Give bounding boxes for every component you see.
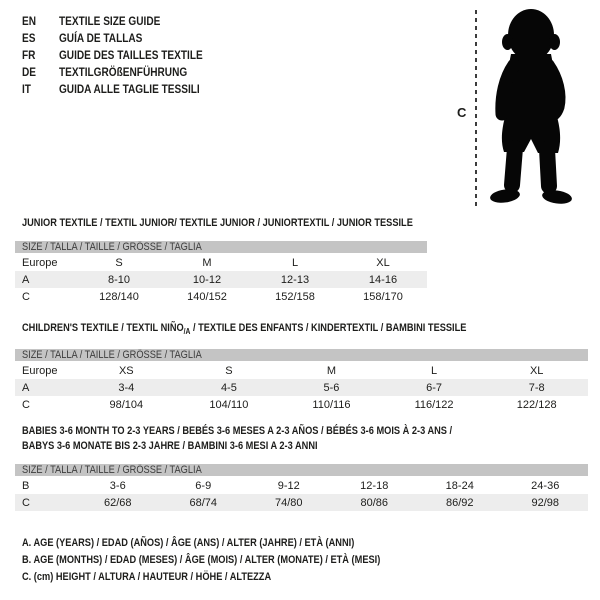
value-cell: S — [225, 365, 233, 378]
value-cell: 158/170 — [363, 290, 403, 303]
section-title-line — [22, 216, 508, 231]
language-code: ES — [22, 31, 36, 45]
value-cell: 10-12 — [192, 273, 222, 286]
value-cell: 18-24 — [445, 480, 474, 492]
table-row — [15, 362, 588, 379]
section-junior-textile — [0, 216, 600, 305]
value-cell: 5-6 — [323, 381, 340, 394]
language-row-es — [22, 30, 203, 47]
table-row — [15, 254, 427, 271]
babies-size-table — [15, 464, 588, 511]
language-code: EN — [22, 14, 37, 28]
row-label-cell: B — [22, 480, 30, 492]
value-cell: 104/110 — [209, 398, 249, 411]
footnote: A. AGE (YEARS) / EDAD (AÑOS) / ÂGE (ANS) / ALTER (JAHRE) / ETÀ (ANNI) — [22, 537, 355, 549]
value-cell: XS — [118, 365, 134, 378]
table-header-cell — [15, 464, 588, 477]
language-row-it — [22, 81, 203, 98]
language-label: GUÍA DE TALLAS — [58, 31, 143, 45]
section-title-junior — [22, 216, 600, 231]
value-cell: 8-10 — [107, 273, 131, 286]
language-label: TEXTILGRÖßENFÜHRUNG — [58, 65, 188, 79]
table-header-label: SIZE / TALLA / TAILLE / GRÖSSE / TAGLIA — [22, 464, 202, 476]
language-code: DE — [22, 65, 37, 79]
value-cell: 128/140 — [99, 290, 139, 303]
table-row — [15, 494, 588, 511]
table-row — [15, 379, 588, 396]
title-text: / TEXTILE DES ENFANTS / KINDERTEXTIL / BAMBINI TESSILE — [190, 322, 467, 334]
value-cell: 7-8 — [528, 381, 545, 394]
table-header-label: SIZE / TALLA / TAILLE / GRÖSSE / TAGLIA — [22, 349, 202, 362]
row-label-cell: A — [22, 381, 30, 394]
language-code: IT — [22, 82, 31, 96]
value-cell: 12-13 — [280, 273, 310, 286]
value-cell: L — [431, 365, 438, 378]
table-row — [15, 288, 427, 305]
value-cell: 122/128 — [516, 398, 557, 411]
footnote: B. AGE (MONTHS) / EDAD (MESES) / ÂGE (MOIS) / ALTER (MONATE) / ETÀ (MESI) — [22, 554, 381, 566]
value-cell: 92/98 — [531, 496, 560, 509]
row-label-cell: C — [22, 290, 30, 303]
baby-silhouette-icon — [485, 8, 577, 208]
value-cell: 62/68 — [103, 496, 132, 509]
table-header-row — [15, 349, 588, 362]
title-text: BABIES 3-6 MONTH TO 2-3 YEARS / BEBÉS 3-6 MESES A 2-3 AÑOS / BÉBÉS 3-6 MOIS À 2-3 ANS / — [22, 425, 453, 437]
value-cell: 3-6 — [109, 480, 126, 492]
value-cell: M — [202, 257, 212, 269]
table-header-label: SIZE / TALLA / TAILLE / GRÖSSE / TAGLIA — [22, 241, 202, 253]
footnote: C. (cm) HEIGHT / ALTURA / HAUTEUR / HÖHE / ALTEZZA — [22, 571, 272, 583]
children-size-table — [15, 349, 588, 413]
value-cell: S — [115, 257, 123, 269]
height-figure — [450, 5, 598, 215]
value-cell: 9-12 — [277, 480, 300, 492]
language-list — [22, 13, 237, 98]
value-cell: 86/92 — [445, 496, 474, 509]
value-cell: 24-36 — [531, 480, 560, 492]
height-measure-label: C — [457, 105, 467, 120]
value-cell: 12-18 — [360, 480, 389, 492]
height-measure-dashed-line — [475, 10, 477, 208]
value-cell: 110/116 — [312, 398, 351, 411]
section-babies-textile — [0, 424, 600, 511]
title-text: CHILDREN'S TEXTILE / TEXTIL NIÑO — [22, 322, 184, 334]
value-cell: 6-7 — [426, 381, 443, 394]
value-cell: 74/80 — [274, 496, 303, 509]
row-label-cell: Europe — [22, 365, 58, 378]
value-cell: 68/74 — [189, 496, 218, 509]
junior-size-table — [15, 241, 427, 305]
table-header-cell — [15, 349, 588, 362]
section-title-line — [22, 321, 508, 339]
value-cell: XL — [529, 365, 544, 378]
title-text: JUNIOR TEXTILE / TEXTIL JUNIOR/ TEXTILE JUNIOR / JUNIORTEXTIL / JUNIOR TESSILE — [22, 217, 413, 229]
title-text: BABYS 3-6 MONATE BIS 2-3 JAHRE / BAMBINI 3-6 MESI A 2-3 ANNI — [22, 440, 318, 452]
title-subscript: /A — [183, 327, 191, 337]
language-label: GUIDA ALLE TAGLIE TESSILI — [58, 82, 200, 96]
row-label-cell: A — [22, 273, 30, 286]
language-label: GUIDE DES TAILLES TEXTILE — [58, 48, 203, 62]
language-code: FR — [22, 48, 36, 62]
value-cell: XL — [376, 257, 390, 269]
section-title-babies — [22, 424, 600, 454]
value-cell: 14-16 — [368, 273, 398, 286]
section-childrens-textile — [0, 321, 600, 413]
table-header-row — [15, 241, 427, 254]
language-row-fr — [22, 47, 203, 64]
legend-footnotes — [22, 535, 449, 586]
language-label: TEXTILE SIZE GUIDE — [58, 14, 161, 28]
value-cell: 140/152 — [187, 290, 227, 303]
value-cell: L — [291, 257, 299, 269]
table-header-row — [15, 464, 588, 477]
value-cell: 116/122 — [414, 398, 454, 411]
table-row — [15, 477, 588, 494]
value-cell: 3-4 — [118, 381, 135, 394]
language-row-de — [22, 64, 203, 81]
row-label-cell: Europe — [22, 257, 58, 269]
value-cell: M — [326, 365, 337, 378]
row-label-cell: C — [22, 496, 30, 509]
table-row — [15, 396, 588, 413]
value-cell: 6-9 — [195, 480, 212, 492]
table-row — [15, 271, 427, 288]
value-cell: 4-5 — [220, 381, 237, 394]
language-row-en — [22, 13, 203, 30]
row-label-cell: C — [22, 398, 30, 411]
table-header-cell — [15, 241, 427, 254]
section-title-line — [22, 439, 508, 454]
value-cell: 152/158 — [275, 290, 315, 303]
value-cell: 80/86 — [360, 496, 389, 509]
section-title-children — [22, 321, 600, 339]
section-title-line — [22, 424, 508, 439]
value-cell: 98/104 — [109, 398, 144, 411]
